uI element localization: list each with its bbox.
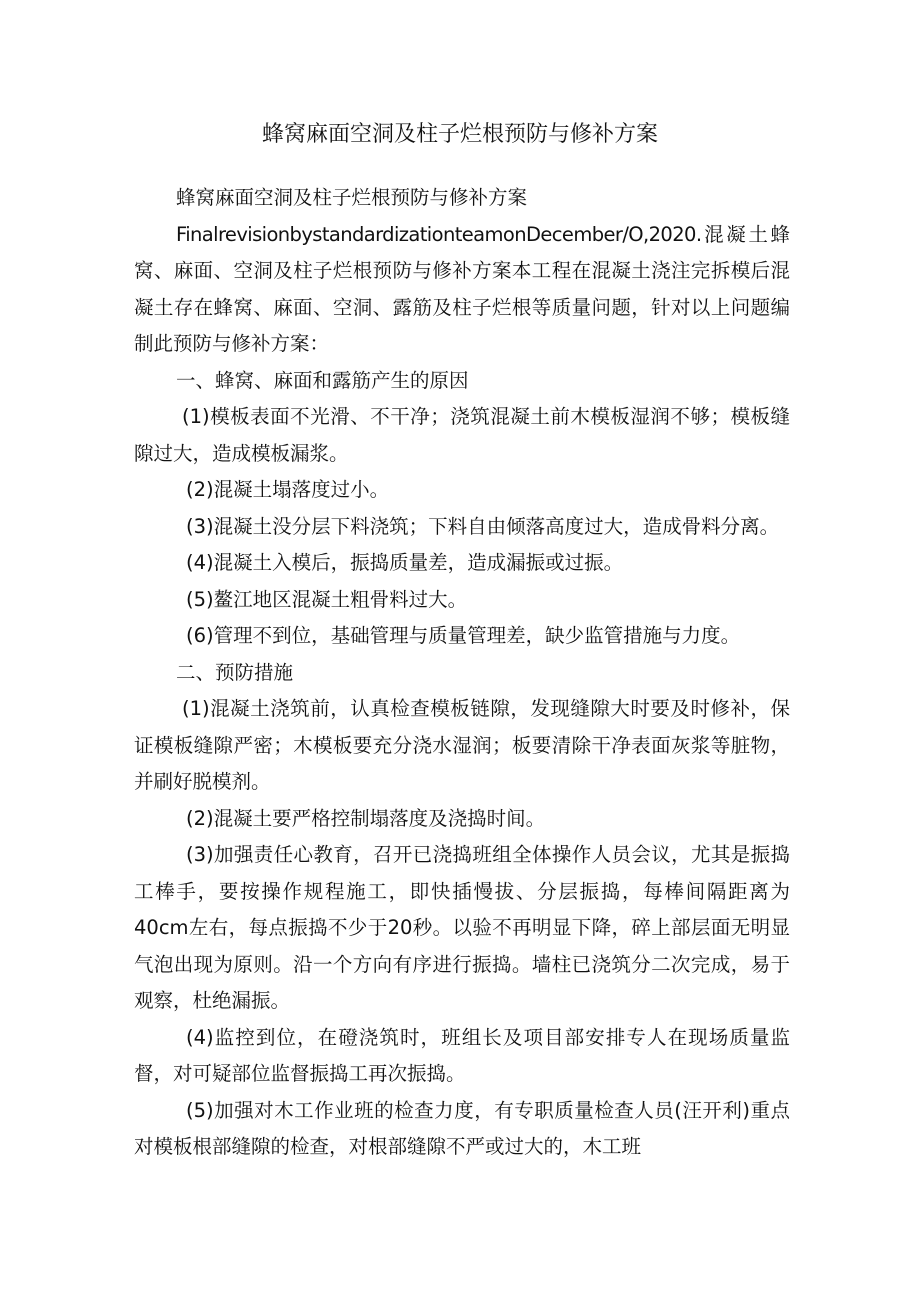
prevention-item: (2)混凝土要严格控制塌落度及浇捣时间。 [186,806,546,830]
prevention-item: (3)加强责任心教育，召开已浇捣班组全体操作人员会议，尤其是振捣工棒手，要按操作规程施工，即快插慢拔、分层振捣，每棒间隔距离为40cm左右，每点振捣不少于20秒。以验不再明显下降，碎上部层面无明显气泡出现为原则。沿一个方向有序进行振捣。墙柱已浇筑分二次完成，易于观察，杜绝漏振。 [134,843,790,1012]
prevention-item: (5)加强对木工作业班的检查力度，有专职质量检查人员(汪开利)重点对模板根部缝隙的检查，对根部缝隙不严或过大的，木工班 [134,1098,790,1158]
cause-item: (1)模板表面不光滑、不干净；浇筑混凝土前木模板湿润不够；模板缝隙过大，造成模板漏浆。 [134,405,790,465]
prevention-item: (1)混凝土浇筑前，认真检查模板链隙，发现缝隙大时要及时修补，保证模板缝隙严密；木模板要充分浇水湿润；板要清除干净表面灰浆等脏物，并刷好脱模剂。 [134,697,790,793]
document-title: 蜂窝麻面空洞及柱子烂根预防与修补方案 [261,122,658,147]
intro-paragraph [134,217,790,363]
subtitle-paragraph: 蜂窝麻面空洞及柱子烂根预防与修补方案 [176,186,528,209]
cause-item: (6)管理不到位，基础管理与质量管理差，缺少监管措施与力度。 [186,624,741,647]
document-body [134,180,790,1166]
cause-item: (3)混凝土没分层下料浇筑；下料自由倾落高度过大，造成骨料分离。 [186,514,780,538]
revision-note: FinalrevisionbystandardizationteamonDecember/O,2020. [176,222,702,246]
prevention-item: (4)监控到位，在磴浇筑时，班组长及项目部安排专人在现场质量监督，对可疑部位监督振捣工再次振捣。 [134,1025,790,1085]
cause-item: (2)混凝土塌落度过小。 [186,478,390,501]
section-heading-prevention: 二、预防措施 [176,660,294,684]
intro-text: 混凝土蜂窝、麻面、空洞及柱子烂根预防与修补方案本工程在混凝土浇注完拆模后混凝土存在蜂窝、麻面、空洞、露筋及柱子烂根等质量问题，针对以上问题编制此预防与修补方案： [134,222,790,355]
cause-item: (4)混凝土入模后，振捣质量差，造成漏振或过振。 [186,551,624,574]
section-heading-causes: 一、蜂窝、麻面和露筋产生的原因 [176,368,469,392]
cause-item: (5)鳌江地区混凝土粗骨料过大。 [186,587,468,611]
